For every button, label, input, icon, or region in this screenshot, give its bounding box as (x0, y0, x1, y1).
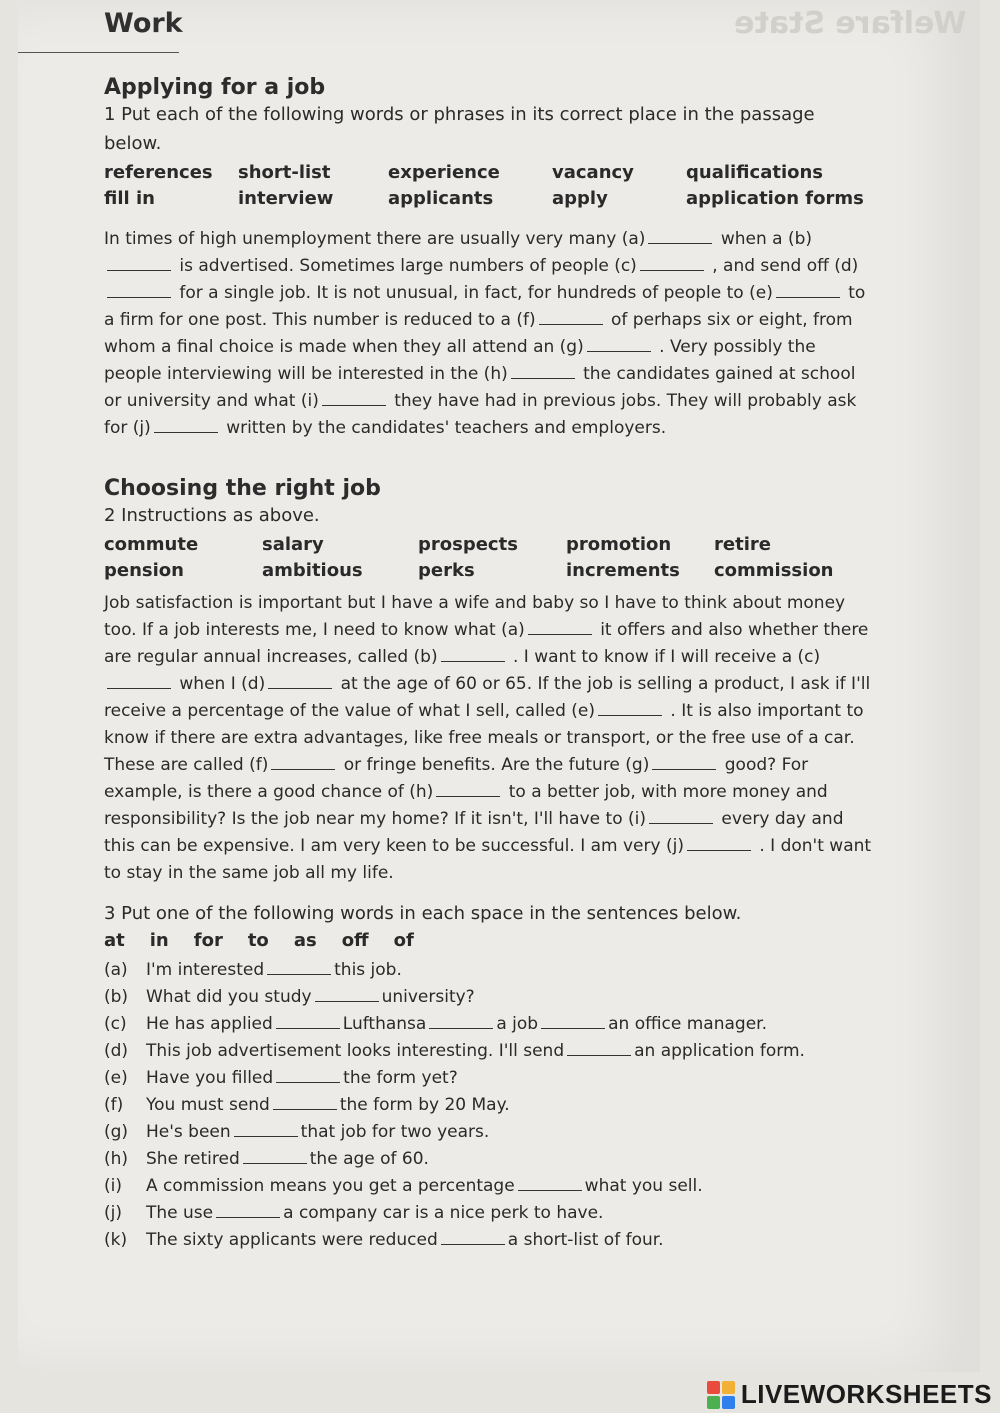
passage-text: it offers and also whether there are regular annual increases, called (b) (104, 620, 869, 667)
passage-text: they have had in previous jobs. They will probably ask for (j) (104, 391, 857, 438)
sentence-body (146, 1038, 805, 1065)
sentence-text: a job (496, 1014, 539, 1034)
sentence-text: this job. (334, 960, 402, 980)
answer-blank[interactable] (322, 391, 386, 406)
sentence-text: a short-list of four. (507, 1230, 664, 1250)
sentence-text: This job advertisement looks interesting. I'll send (146, 1041, 565, 1061)
answer-blank[interactable] (598, 701, 662, 716)
logo-text: LIVEWORKSHEETS (740, 1379, 992, 1409)
answer-blank[interactable] (567, 1041, 631, 1056)
section-applying (104, 75, 874, 442)
word-option: perks (418, 560, 475, 581)
passage-text: . Very possibly the people interviewing will be interested in the (h) (104, 337, 816, 384)
answer-blank[interactable] (273, 1095, 337, 1110)
sentence-body (146, 984, 475, 1011)
passage-text: at the age of 60 or 65. If the job is selling a product, I ask if I'll receive a percentage of the value of what I sell, called (e) (104, 674, 871, 721)
title-divider (18, 52, 179, 53)
sentence-text: the age of 60. (309, 1149, 429, 1169)
sentence-text: A commission means you get a percentage (146, 1176, 515, 1196)
passage-text: of perhaps six or eight, from whom a final choice is made when they all attend an (g) (104, 310, 853, 357)
word-option: pension (104, 560, 184, 581)
item-label: (d) (104, 1041, 129, 1061)
sentence-body (146, 1173, 703, 1200)
word-box (104, 532, 874, 584)
item-label: (e) (104, 1068, 128, 1088)
exercise-sentence (104, 1146, 874, 1173)
answer-blank[interactable] (271, 755, 335, 770)
logo-square (722, 1381, 735, 1394)
logo-square (707, 1381, 720, 1394)
passage-text: or fringe benefits. Are the future (g) (343, 755, 650, 775)
word-option: salary (262, 534, 324, 555)
word-option: ambitious (262, 560, 363, 581)
exercise-sentence (104, 1038, 874, 1065)
sentence-text: that job for two years. (300, 1122, 490, 1142)
answer-blank[interactable] (648, 229, 712, 244)
item-label: (j) (104, 1203, 122, 1223)
worksheet-page (18, 0, 980, 1372)
worksheet-content (104, 8, 874, 1254)
passage-text: when I (d) (179, 674, 266, 694)
passage-text: In times of high unemployment there are usually very many (a) (104, 229, 646, 249)
answer-blank[interactable] (687, 836, 751, 851)
exercise-sentence (104, 1092, 874, 1119)
item-label: (a) (104, 960, 128, 980)
answer-blank[interactable] (649, 809, 713, 824)
item-label: (c) (104, 1014, 127, 1034)
answer-blank[interactable] (234, 1122, 298, 1137)
answer-blank[interactable] (107, 256, 171, 271)
sentence-body (146, 1200, 603, 1227)
section-prepositions (104, 899, 874, 1254)
answer-blank[interactable] (528, 620, 592, 635)
answer-blank[interactable] (216, 1203, 280, 1218)
word-option: fill in (104, 188, 155, 209)
sentence-text: a company car is a nice perk to have. (283, 1203, 604, 1223)
exercise-sentence (104, 1011, 874, 1038)
answer-blank[interactable] (107, 283, 171, 298)
answer-blank[interactable] (511, 364, 575, 379)
answer-blank[interactable] (587, 337, 651, 352)
gap-fill-passage (104, 590, 874, 887)
word-option: interview (238, 188, 334, 209)
item-label: (i) (104, 1176, 122, 1196)
sentence-text: the form yet? (343, 1068, 458, 1088)
sentence-text: Lufthansa (342, 1014, 427, 1034)
sentence-text: what you sell. (584, 1176, 703, 1196)
logo-square (707, 1396, 720, 1409)
sentence-text: an office manager. (608, 1014, 767, 1034)
passage-text: good? For example, is there a good chance of (h) (104, 755, 809, 802)
item-label: (f) (104, 1095, 124, 1115)
sentence-text: He has applied (146, 1014, 273, 1034)
passage-text: , and send off (d) (712, 256, 859, 276)
logo-square (722, 1396, 735, 1409)
instruction: 2 Instructions as above. (104, 505, 320, 526)
section-heading: Applying for a job (104, 75, 326, 100)
word-option: apply (552, 188, 608, 209)
word-option: of (393, 930, 414, 951)
sentence-body (146, 957, 402, 984)
bleed-through-text: Welfare State (733, 6, 966, 41)
passage-text: . I don't want to stay in the same job all my life. (104, 836, 872, 883)
answer-blank[interactable] (441, 647, 505, 662)
passage-text: when a (b) (720, 229, 813, 249)
answer-blank[interactable] (276, 1014, 340, 1029)
answer-blank[interactable] (518, 1176, 582, 1191)
sentence-text: Have you filled (146, 1068, 274, 1088)
item-label: (k) (104, 1230, 128, 1250)
word-option: increments (566, 560, 680, 581)
sentence-text: You must send (146, 1095, 270, 1115)
sentence-text: The use (146, 1203, 214, 1223)
sentence-body (146, 1065, 458, 1092)
answer-blank[interactable] (436, 782, 500, 797)
exercise-sentence (104, 1065, 874, 1092)
word-option: to (247, 930, 269, 951)
word-option: in (149, 930, 169, 951)
word-option: application forms (686, 188, 864, 209)
passage-text: . I want to know if I will receive a (c) (513, 647, 821, 667)
answer-blank[interactable] (640, 256, 704, 271)
sentence-text: university? (381, 987, 475, 1007)
sentence-text: What did you study (146, 987, 312, 1007)
word-option: commission (714, 560, 834, 581)
exercise-sentence (104, 984, 874, 1011)
exercise-sentence (104, 1200, 874, 1227)
sentence-text: the form by 20 May. (339, 1095, 510, 1115)
sentence-body (146, 1092, 510, 1119)
answer-blank[interactable] (441, 1230, 505, 1245)
answer-blank[interactable] (315, 987, 379, 1002)
sentence-body (146, 1119, 489, 1146)
gap-fill-passage (104, 226, 874, 442)
sentence-text: She retired (146, 1149, 240, 1169)
sentence-text: an application form. (634, 1041, 805, 1061)
exercise-sentence (104, 1227, 874, 1254)
word-option: applicants (388, 188, 494, 209)
liveworksheets-logo (707, 1379, 992, 1410)
word-option: qualifications (686, 162, 824, 183)
item-label: (h) (104, 1149, 129, 1169)
sentence-text: I'm interested (146, 960, 265, 980)
section-choosing (104, 476, 874, 887)
passage-text: Job satisfaction is important but I have a wife and baby so I have to think about money too. If a job interests me, I need to know what (a) (104, 593, 846, 640)
item-label: (g) (104, 1122, 129, 1142)
passage-text: . It is also important to know if there are extra advantages, like free meals or transport, or the free use of a car. These are called (f) (104, 701, 864, 775)
answer-blank[interactable] (267, 960, 331, 975)
sentence-body (146, 1227, 664, 1254)
exercise-sentence (104, 1173, 874, 1200)
word-option: prospects (418, 534, 518, 555)
instruction: 1 Put each of the following words or phrases in its correct place in the passage below. (104, 104, 815, 154)
word-option: retire (714, 534, 771, 555)
word-option: off (341, 930, 369, 951)
sentence-list (104, 957, 874, 1254)
answer-blank[interactable] (243, 1149, 307, 1164)
word-option: short-list (238, 162, 331, 183)
sentence-text: He's been (146, 1122, 231, 1142)
passage-text: every day and this can be expensive. I am very keen to be successful. I am very (j) (104, 809, 844, 856)
answer-blank[interactable] (268, 674, 332, 689)
word-option: experience (388, 162, 500, 183)
answer-blank[interactable] (154, 418, 218, 433)
item-label: (b) (104, 987, 129, 1007)
word-option: as (293, 930, 317, 951)
passage-text: is advertised. Sometimes large numbers of people (c) (179, 256, 637, 276)
sentence-body (146, 1146, 429, 1173)
passage-text: the candidates gained at school or university and what (i) (104, 364, 856, 411)
answer-blank[interactable] (652, 755, 716, 770)
word-box (104, 160, 874, 212)
sentence-text: The sixty applicants were reduced (146, 1230, 438, 1250)
instruction: 3 Put one of the following words in each space in the sentences below. (104, 903, 742, 924)
word-option: for (193, 930, 223, 951)
page-title: Work (104, 8, 183, 39)
answer-blank[interactable] (107, 674, 171, 689)
word-box (104, 930, 874, 951)
logo-icon (707, 1381, 735, 1409)
passage-text: for a single job. It is not unusual, in fact, for hundreds of people to (e) (179, 283, 773, 303)
sentence-body (146, 1011, 767, 1038)
word-option: at (104, 930, 125, 951)
answer-blank[interactable] (276, 1068, 340, 1083)
exercise-sentence (104, 957, 874, 984)
section-heading: Choosing the right job (104, 476, 381, 501)
passage-text: to a better job, with more money and responsibility? Is the job near my home? If it isn't, I'll have to (i) (104, 782, 828, 829)
answer-blank[interactable] (776, 283, 840, 298)
answer-blank[interactable] (539, 310, 603, 325)
passage-text: written by the candidates' teachers and employers. (226, 418, 667, 438)
answer-blank[interactable] (429, 1014, 493, 1029)
passage-text: to a firm for one post. This number is reduced to a (f) (104, 283, 866, 330)
word-option: references (104, 162, 213, 183)
exercise-sentence (104, 1119, 874, 1146)
word-option: promotion (566, 534, 672, 555)
word-option: commute (104, 534, 199, 555)
word-option: vacancy (552, 162, 634, 183)
answer-blank[interactable] (541, 1014, 605, 1029)
